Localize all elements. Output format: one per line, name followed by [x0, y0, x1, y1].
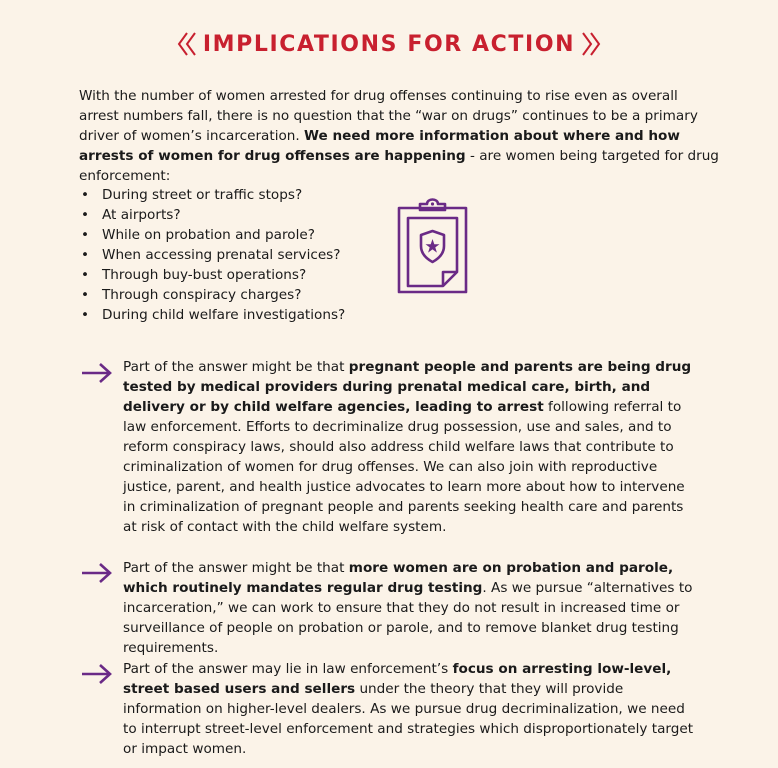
point-text: Part of the answer may lie in law enforcement’s — [123, 661, 453, 677]
point-emphasis: more women are on probation and parole, which routinely mandates regular drug testing — [123, 560, 674, 596]
arrow-right-icon — [80, 362, 114, 384]
double-chevron-right-icon — [579, 30, 601, 58]
list-item: • At airports? — [79, 205, 379, 225]
double-chevron-left-icon — [177, 30, 199, 58]
point-text: . As we pursue “alternatives to incarceration,” we can work to ensure that they do not result in increased time or surveillance of people on probation or parole, and to remove blanket drug testing requirements. — [123, 580, 693, 656]
point-text: Part of the answer might be that — [123, 359, 349, 375]
question-list — [79, 185, 379, 325]
intro-text: With the number of women arrested for drug offenses continuing to rise even as overall arrest numbers fall, there is no question that the “war on drugs” continues to be a primary driver of women’s incarceration. — [79, 88, 698, 144]
list-item: • Through buy-bust operations? — [79, 265, 379, 285]
point-text: under the theory that they will provide information on higher-level dealers. As we pursue drug decriminalization, we need to interrupt street-level enforcement and strategies which disproportionately target or impact women. — [123, 681, 694, 757]
action-point-2 — [123, 558, 698, 658]
intro-paragraph — [79, 86, 719, 186]
point-emphasis: focus on arresting low-level, street based users and sellers — [123, 661, 672, 697]
page-title: IMPLICATIONS FOR ACTION — [202, 31, 576, 57]
intro-text-end: - are women being targeted for drug enforcement: — [79, 148, 719, 184]
section-header — [0, 30, 778, 58]
arrow-right-icon — [80, 663, 114, 685]
list-item: • Through conspiracy charges? — [79, 285, 379, 305]
action-point-3 — [123, 659, 698, 759]
list-item: • During street or traffic stops? — [79, 185, 379, 205]
list-item: • During child welfare investigations? — [79, 305, 379, 325]
list-item: • While on probation and parole? — [79, 225, 379, 245]
action-point-1 — [123, 357, 698, 537]
clipboard-badge-icon — [395, 196, 470, 302]
intro-emphasis: We need more information about where and how arrests of women for drug offenses are happening — [79, 128, 680, 164]
point-text: following referral to law enforcement. Efforts to decriminalize drug possession, use and sales, and to reform conspiracy laws, should also address child welfare laws that contribute to criminalization of women for drug offenses. We can also join with reproductive justice, parent, and health justice advocates to learn more about how to intervene in criminalization of pregnant people and parents seeking health care and parents at risk of contact with the child welfare system. — [123, 399, 685, 535]
list-item: • When accessing prenatal services? — [79, 245, 379, 265]
arrow-right-icon — [80, 562, 114, 584]
point-text: Part of the answer might be that — [123, 560, 349, 576]
point-emphasis: pregnant people and parents are being drug tested by medical providers during prenatal medical care, birth, and delivery or by child welfare agencies, leading to arrest — [123, 359, 692, 415]
